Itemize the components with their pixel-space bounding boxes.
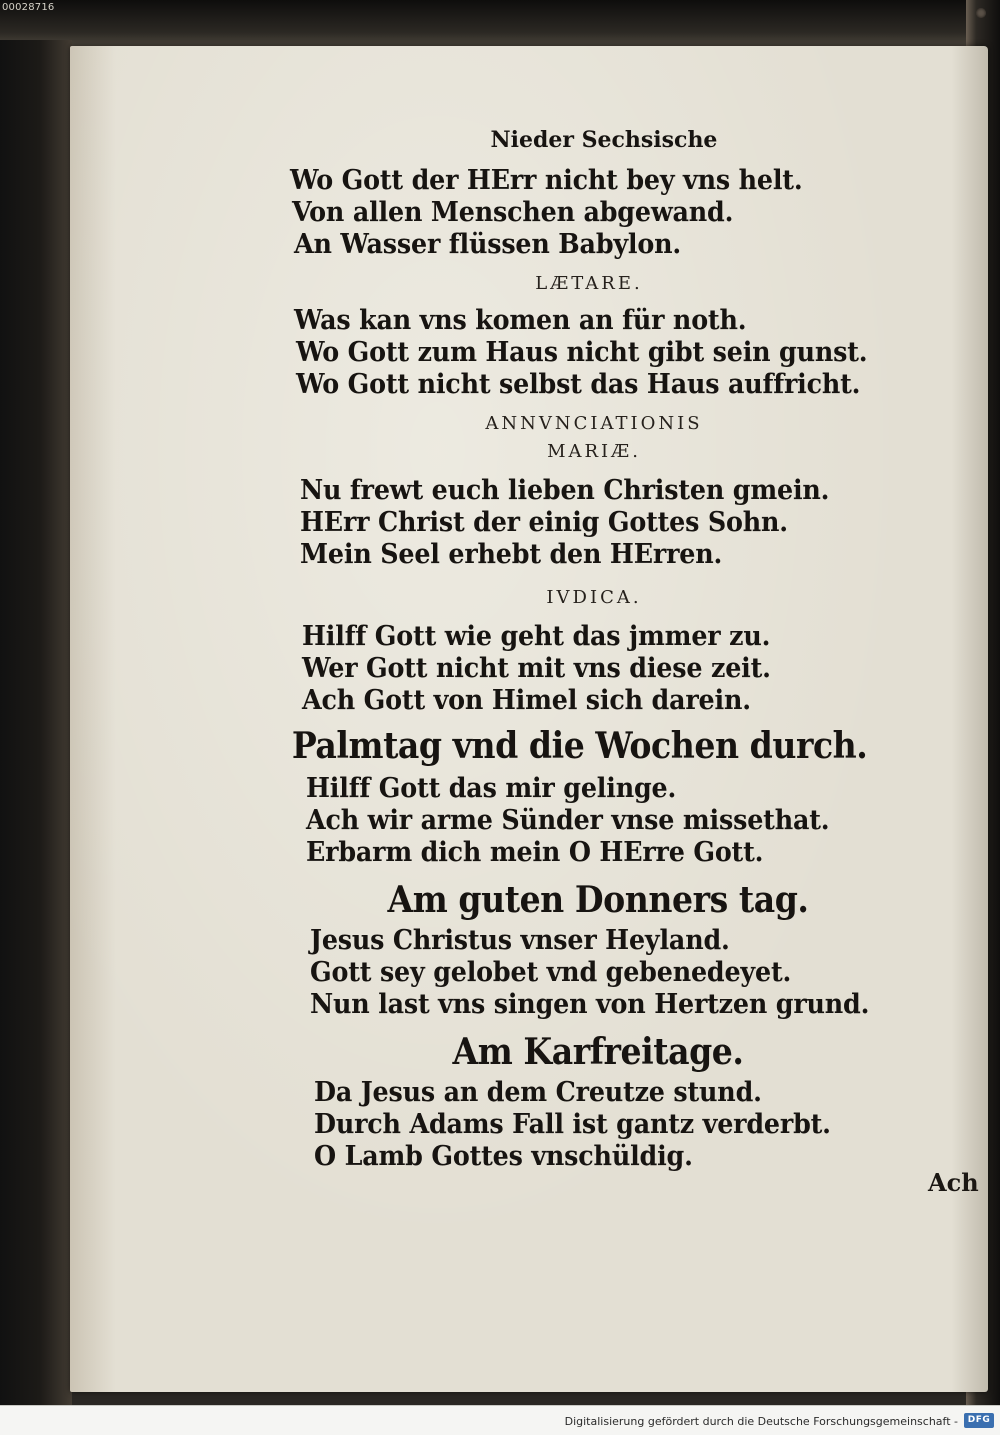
- scan-id-label: 00028716: [2, 2, 55, 13]
- section-heading-palmtag: Palmtag vnd die Wochen durch.: [291, 725, 868, 767]
- catchword: Ach: [928, 1168, 979, 1197]
- book-page: [70, 46, 988, 1392]
- hymn-line: Wer Gott nicht mit vns diese zeit.: [302, 653, 771, 684]
- footer-credit-text: Digitalisierung gefördert durch die Deutsche Forschungsgemeinschaft -: [564, 1415, 958, 1428]
- scan-top-border: [0, 0, 1000, 46]
- hymn-line: O Lamb Gottes vnschüldig.: [314, 1141, 693, 1172]
- hymn-line: Mein Seel erhebt den HErren.: [300, 539, 723, 570]
- hymn-line: Wo Gott der HErr nicht bey vns helt.: [290, 165, 803, 196]
- footer-bar: [0, 1405, 1000, 1435]
- hymn-line: Wo Gott nicht selbst das Haus auffricht.: [296, 369, 861, 400]
- running-heading: Nieder Sechsische: [490, 127, 718, 153]
- dfg-logo-icon[interactable]: DFG: [964, 1413, 994, 1428]
- hymn-line: Was kan vns komen an für noth.: [294, 305, 747, 336]
- section-heading-donnerstag: Am guten Donners tag.: [387, 879, 809, 921]
- page-text: [70, 46, 988, 1392]
- hymn-line: Jesus Christus vnser Heyland.: [310, 925, 730, 956]
- section-heading-mariae: MARIÆ.: [547, 441, 641, 462]
- hymn-line: Hilff Gott wie geht das jmmer zu.: [302, 621, 771, 652]
- scan-left-border: [0, 40, 72, 1405]
- hymn-line: An Wasser flüssen Babylon.: [294, 229, 682, 260]
- hymn-line: Hilff Gott das mir gelinge.: [306, 773, 677, 804]
- section-heading-iudica: IVDICA.: [546, 587, 642, 608]
- hymn-line: Erbarm dich mein O HErre Gott.: [306, 837, 764, 868]
- section-heading-laetare: LÆTARE.: [535, 273, 643, 294]
- hymn-line: Da Jesus an dem Creutze stund.: [314, 1077, 762, 1108]
- hymn-line: Nun last vns singen von Hertzen grund.: [310, 989, 870, 1020]
- hymn-line: Wo Gott zum Haus nicht gibt sein gunst.: [296, 337, 868, 368]
- hymn-line: Ach Gott von Himel sich darein.: [302, 685, 751, 716]
- hymn-line: Durch Adams Fall ist gantz verderbt.: [314, 1109, 831, 1140]
- section-heading-karfreitag: Am Karfreitage.: [452, 1031, 744, 1073]
- hymn-line: Ach wir arme Sünder vnse missethat.: [306, 805, 830, 836]
- hymn-line: Nu frewt euch lieben Christen gmein.: [300, 475, 830, 506]
- binding-dot: [976, 8, 986, 18]
- section-heading-annunciationis: ANNVNCIATIONIS: [485, 413, 703, 434]
- hymn-line: HErr Christ der einig Gottes Sohn.: [300, 507, 788, 538]
- hymn-line: Von allen Menschen abgewand.: [292, 197, 734, 228]
- hymn-line: Gott sey gelobet vnd gebenedeyet.: [310, 957, 792, 988]
